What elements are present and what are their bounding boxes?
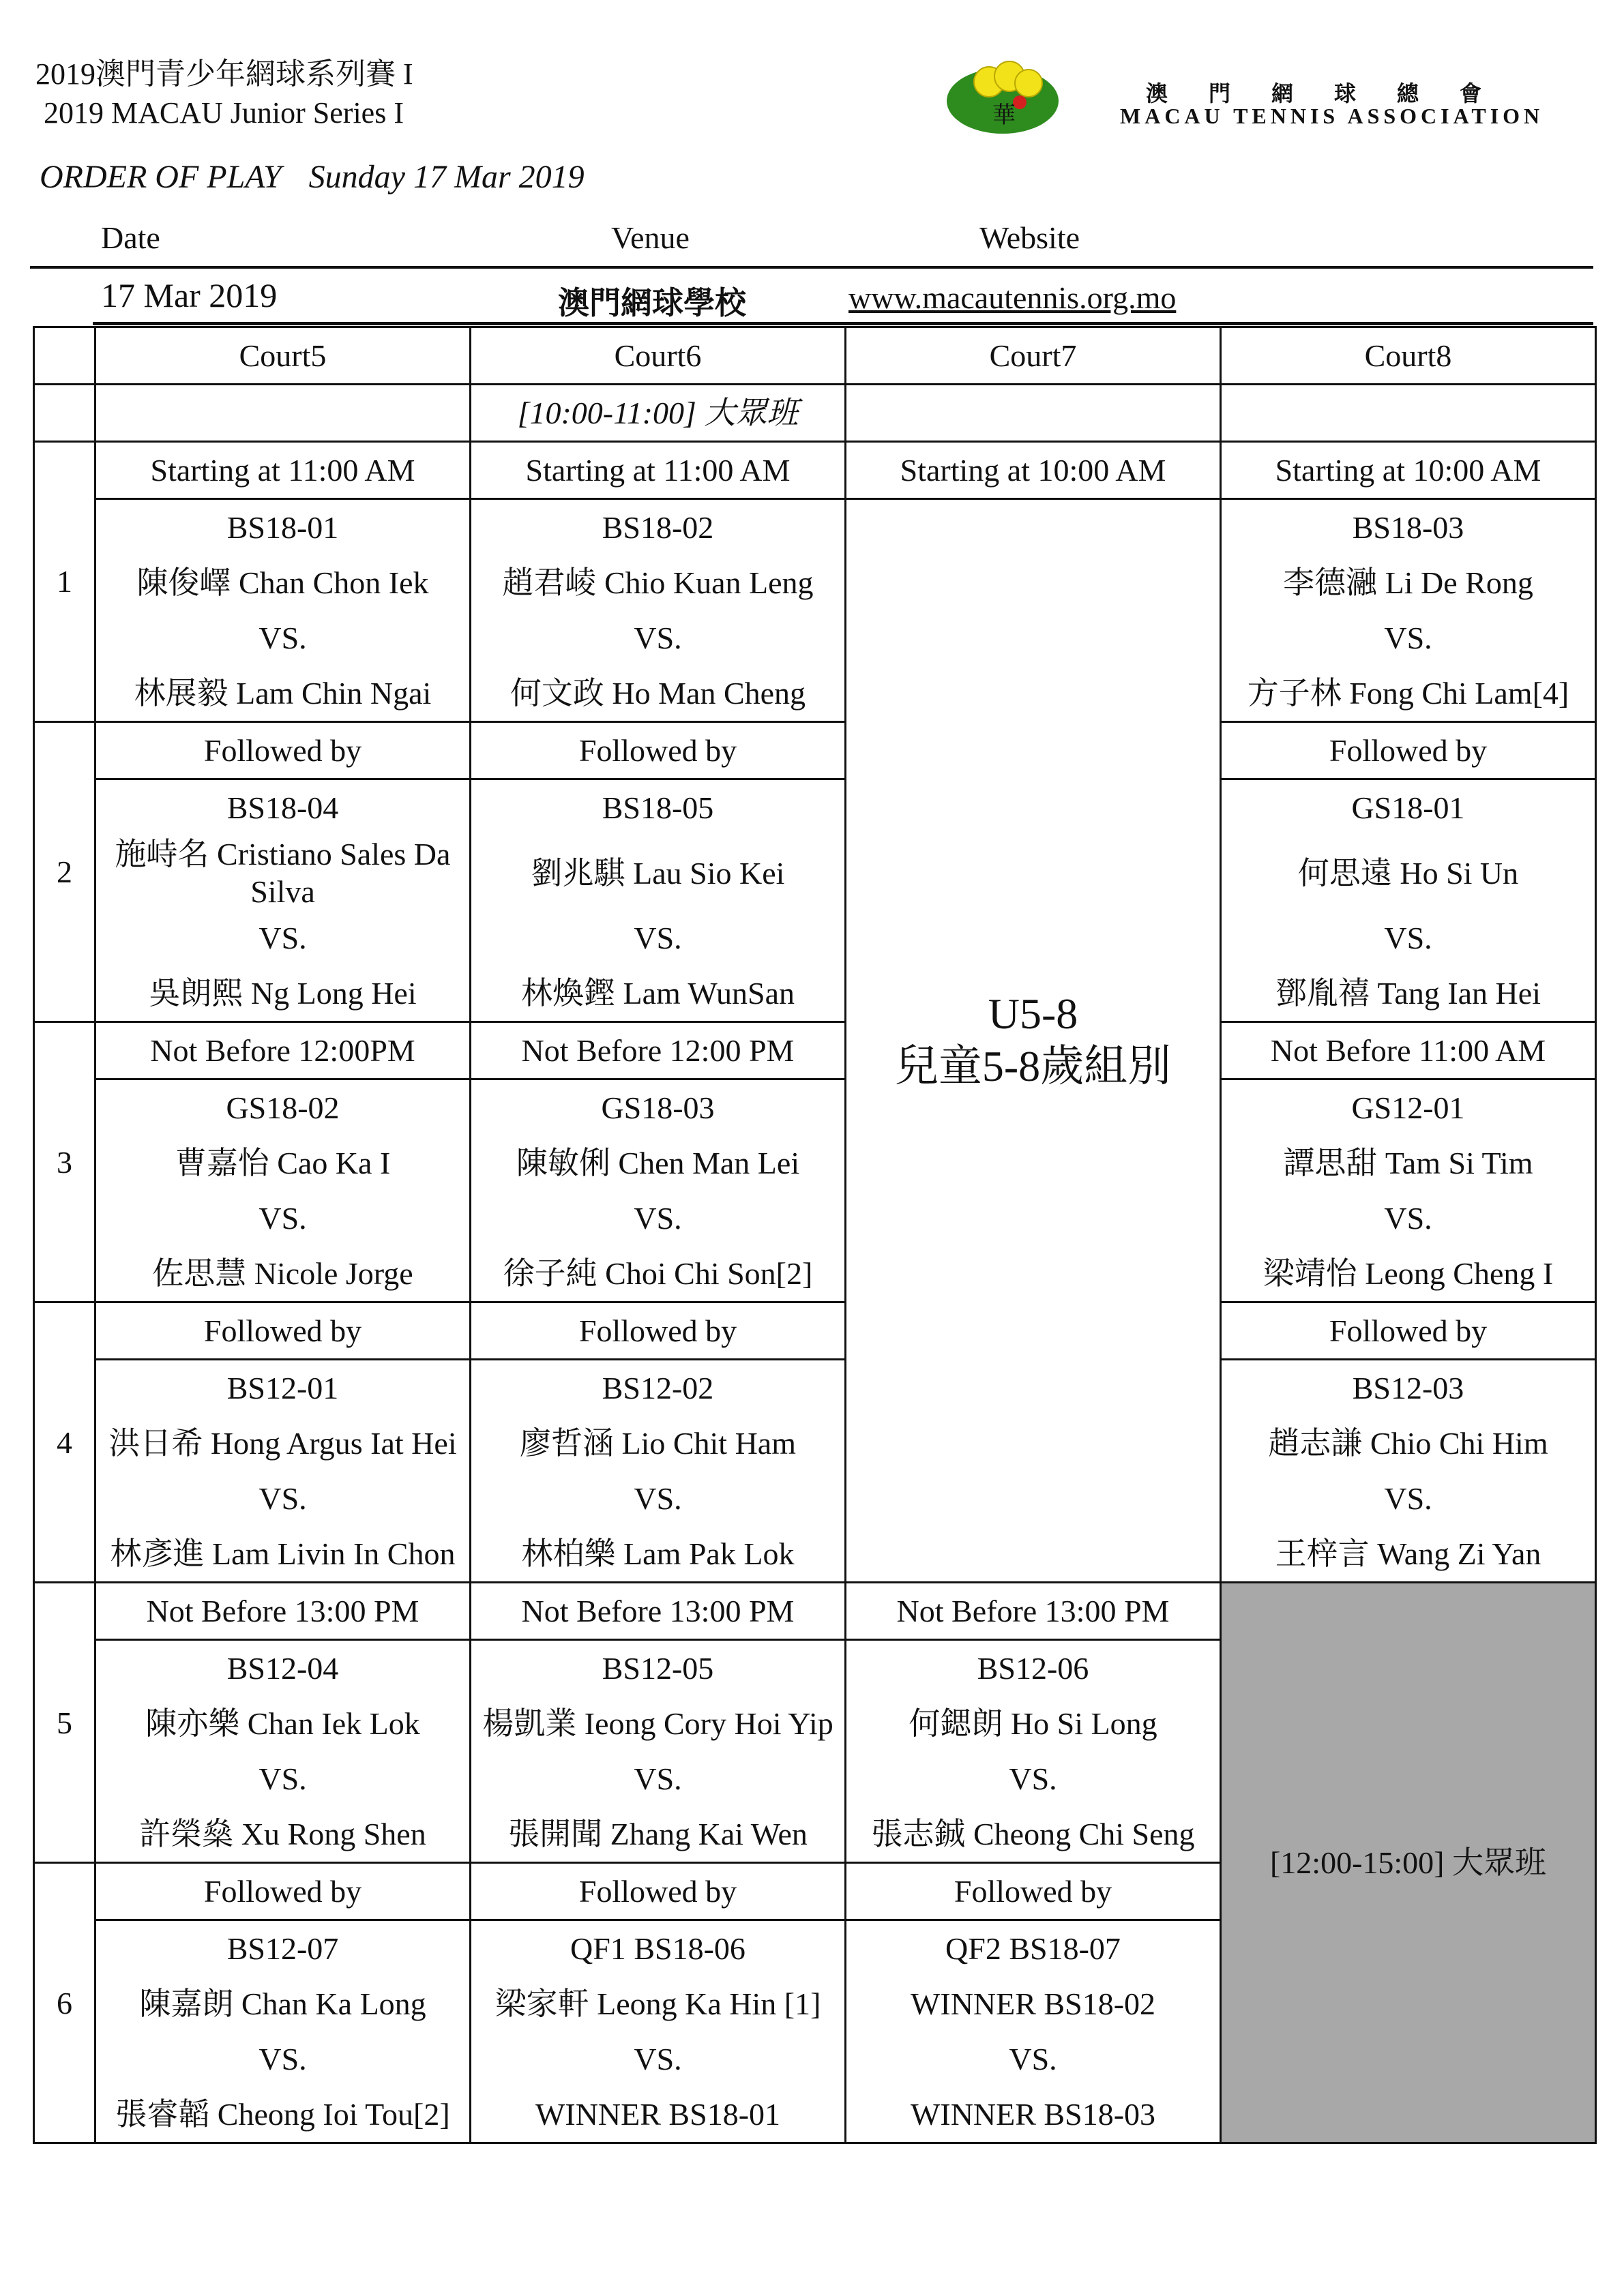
match-head: Followed by (846, 1863, 1221, 1920)
player-1: 劉兆騏 Lau Sio Kei (471, 835, 846, 910)
player-2: 鄧胤禧 Tang Ian Hei (1221, 966, 1596, 1022)
vs-label: VS. (471, 1751, 846, 1806)
u5-8-subtitle: 兒童5-8歲組別 (894, 1042, 1172, 1091)
venue-value: 澳門網球學校 (558, 286, 746, 320)
match-head: Followed by (471, 1302, 846, 1360)
round-number: 5 (34, 1583, 95, 1863)
match-head: Not Before 13:00 PM (471, 1583, 846, 1640)
vs-label: VS. (471, 1191, 846, 1246)
player-1: 趙君崚 Chio Kuan Leng (471, 555, 846, 610)
order-of-play-line (40, 158, 612, 196)
match-head: Followed by (1221, 1302, 1596, 1360)
player-2: 林煥鏗 Lam WunSan (471, 966, 846, 1022)
player-2: 吳朗熙 Ng Long Hei (95, 966, 471, 1022)
vs-label: VS. (95, 1191, 471, 1246)
match-code: GS18-01 (1221, 779, 1596, 836)
header-divider-thick (93, 322, 1593, 325)
vs-label: VS. (471, 2031, 846, 2087)
match-code: BS12-01 (95, 1360, 471, 1416)
order-of-play-label: ORDER OF PLAY (40, 159, 282, 195)
round-row (34, 1302, 1596, 1360)
player-2: 林柏樂 Lam Pak Lok (471, 1526, 846, 1583)
match-code: BS12-03 (1221, 1360, 1596, 1416)
match-head: Starting at 10:00 AM (1221, 442, 1596, 499)
player-2: 張開聞 Zhang Kai Wen (471, 1806, 846, 1863)
vs-label: VS. (95, 1751, 471, 1806)
u5-8-block (846, 499, 1221, 1583)
player-1: WINNER BS18-02 (846, 1976, 1221, 2031)
match-head: Not Before 13:00 PM (846, 1583, 1221, 1640)
match-head: Followed by (1221, 722, 1596, 779)
match-head: Starting at 11:00 AM (471, 442, 846, 499)
round-row (34, 722, 1596, 779)
match-head: Followed by (95, 1863, 471, 1920)
player-2: 方子林 Fong Chi Lam[4] (1221, 666, 1596, 722)
player-1: 陳嘉朗 Chan Ka Long (95, 1976, 471, 2031)
match-head: Starting at 11:00 AM (95, 442, 471, 499)
player-1: 陳亦樂 Chan Iek Lok (95, 1696, 471, 1751)
logo-glyph: 華 (992, 102, 1016, 129)
player-1: 陳敏俐 Chen Man Lei (471, 1135, 846, 1191)
player-1: 何鍶朗 Ho Si Long (846, 1696, 1221, 1751)
macau-tennis-logo (941, 55, 1078, 136)
player-2: 林彥進 Lam Livin In Chon (95, 1526, 471, 1583)
vs-label: VS. (95, 610, 471, 666)
player-2: 張志鋮 Cheong Chi Seng (846, 1806, 1221, 1863)
round-number: 1 (34, 442, 95, 722)
day-label: Sunday 17 Mar 2019 (308, 159, 585, 195)
match-code: BS18-02 (471, 499, 846, 556)
match-code: BS12-02 (471, 1360, 846, 1416)
player-2: 何文政 Ho Man Cheng (471, 666, 846, 722)
player-2: 佐思慧 Nicole Jorge (95, 1246, 471, 1302)
match-head: Followed by (471, 1863, 846, 1920)
match-code: BS18-04 (95, 779, 471, 836)
title-en: 2019 MACAU Junior Series I (44, 96, 404, 130)
match-code: BS18-05 (471, 779, 846, 836)
vs-label: VS. (846, 1751, 1221, 1806)
player-1: 施峙名 Cristiano Sales Da Silva (95, 835, 471, 910)
vs-label: VS. (1221, 1471, 1596, 1526)
round-row (34, 1022, 1596, 1079)
court-header: Court5 (95, 327, 471, 385)
player-2: 張睿韜 Cheong Ioi Tou[2] (95, 2087, 471, 2143)
round-row (34, 1583, 1596, 1640)
vs-label: VS. (1221, 610, 1596, 666)
player-1: 廖哲涵 Lio Chit Ham (471, 1416, 846, 1471)
match-head: Not Before 13:00 PM (95, 1583, 471, 1640)
round-number: 4 (34, 1302, 95, 1583)
venue-label: Venue (611, 220, 690, 255)
court-header-row (34, 327, 1596, 385)
header-divider (30, 266, 1593, 269)
player-1: 曹嘉怡 Cao Ka I (95, 1135, 471, 1191)
round-number: 3 (34, 1022, 95, 1302)
court6-note: [10:00-11:00] 大眾班 (471, 385, 846, 442)
vs-label: VS. (471, 1471, 846, 1526)
match-head: Not Before 12:00PM (95, 1022, 471, 1079)
match-head: Starting at 10:00 AM (846, 442, 1221, 499)
match-code: BS12-05 (471, 1640, 846, 1697)
website-label: Website (979, 220, 1080, 255)
player-2: 許榮燊 Xu Rong Shen (95, 1806, 471, 1863)
court-header: Court8 (1221, 327, 1596, 385)
player-2: 徐子純 Choi Chi Son[2] (471, 1246, 846, 1302)
website-link[interactable]: www.macautennis.org.mo (848, 280, 1177, 315)
corner-cell (34, 327, 95, 385)
match-head: Not Before 12:00 PM (471, 1022, 846, 1079)
match-code: QF2 BS18-07 (846, 1920, 1221, 1977)
match-code: BS12-06 (846, 1640, 1221, 1697)
vs-label: VS. (471, 910, 846, 966)
vs-label: VS. (95, 1471, 471, 1526)
court-header: Court6 (471, 327, 846, 385)
u5-8-title: U5-8 (988, 989, 1078, 1039)
player-1: 趙志謙 Chio Chi Him (1221, 1416, 1596, 1471)
match-code: QF1 BS18-06 (471, 1920, 846, 1977)
vs-label: VS. (95, 910, 471, 966)
date-label: Date (101, 220, 160, 255)
vs-label: VS. (1221, 1191, 1596, 1246)
match-code: BS12-04 (95, 1640, 471, 1697)
match-code: GS18-03 (471, 1079, 846, 1136)
pre-session-row (34, 385, 1596, 442)
player-1: 譚思甜 Tam Si Tim (1221, 1135, 1596, 1191)
court8-group-class-block: [12:00-15:00] 大眾班 (1221, 1583, 1596, 2143)
match-head: Followed by (471, 722, 846, 779)
match-code: BS12-07 (95, 1920, 471, 1977)
association-name-cn: 澳門網球總會 (1146, 81, 1523, 106)
player-1: 楊凱業 Ieong Cory Hoi Yip (471, 1696, 846, 1751)
match-code: GS18-02 (95, 1079, 471, 1136)
match-code: BS18-01 (95, 499, 471, 556)
player-2: WINNER BS18-01 (471, 2087, 846, 2143)
match-head: Not Before 11:00 AM (1221, 1022, 1596, 1079)
round-number: 2 (34, 722, 95, 1022)
date-value: 17 Mar 2019 (101, 276, 278, 314)
player-1: 陳俊嶧 Chan Chon Iek (95, 555, 471, 610)
match-head: Followed by (95, 722, 471, 779)
vs-label: VS. (471, 610, 846, 666)
player-2: 王梓言 Wang Zi Yan (1221, 1526, 1596, 1583)
court-header: Court7 (846, 327, 1221, 385)
player-2: 梁靖怡 Leong Cheng I (1221, 1246, 1596, 1302)
player-1: 洪日希 Hong Argus Iat Hei (95, 1416, 471, 1471)
vs-label: VS. (846, 2031, 1221, 2087)
match-code: GS12-01 (1221, 1079, 1596, 1136)
round-row (34, 442, 1596, 499)
player-1: 李德瀜 Li De Rong (1221, 555, 1596, 610)
vs-label: VS. (1221, 910, 1596, 966)
title-cn: 2019澳門青少年網球系列賽 I (35, 57, 413, 91)
round-number: 6 (34, 1863, 95, 2143)
player-2: WINNER BS18-03 (846, 2087, 1221, 2143)
vs-label: VS. (95, 2031, 471, 2087)
player-2: 林展毅 Lam Chin Ngai (95, 666, 471, 722)
match-code: BS18-03 (1221, 499, 1596, 556)
association-name-en: MACAU TENNIS ASSOCIATION (1120, 104, 1544, 128)
match-head: Followed by (95, 1302, 471, 1360)
player-1: 梁家軒 Leong Ka Hin [1] (471, 1976, 846, 2031)
order-of-play-table (33, 326, 1597, 2144)
player-1: 何思遠 Ho Si Un (1221, 835, 1596, 910)
